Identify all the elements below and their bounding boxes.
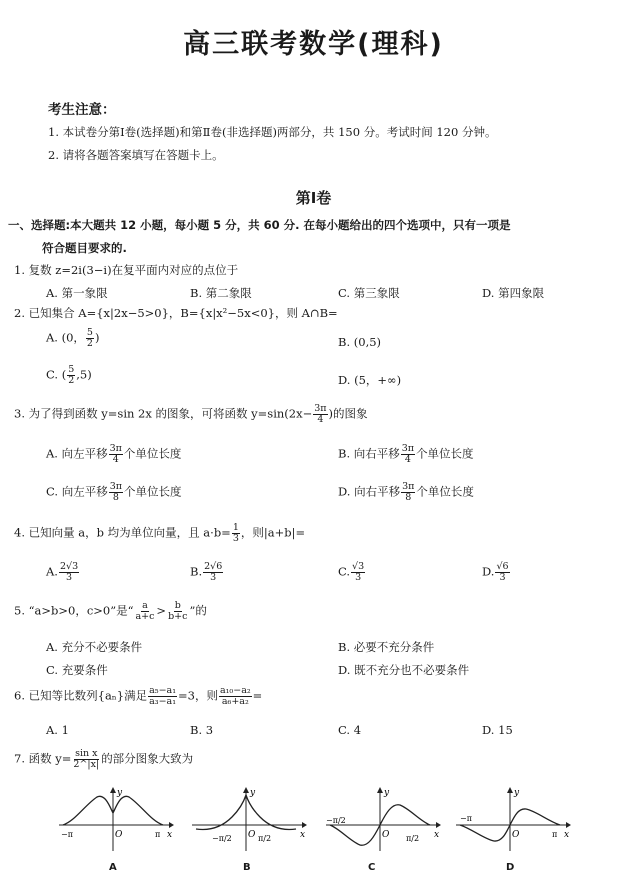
q6-option-b: B. 3 [190, 723, 214, 737]
q7c-neg-half-pi: −π/2 [326, 816, 346, 825]
q7a-origin: O [115, 830, 123, 840]
q7d-origin: O [512, 830, 520, 840]
q7b-x-label: x [300, 830, 306, 840]
q7b-neg-half-pi: −π/2 [212, 834, 232, 843]
q7-graph-a-label: A [109, 862, 117, 873]
q7d-pi: π [552, 830, 558, 839]
notice-line-1: 1. 本试卷分第Ⅰ卷(选择题)和第Ⅱ卷(非选择题)两部分，共 150 分。考试时间 120 分钟。 [48, 125, 497, 139]
section-title: 第Ⅰ卷 [295, 189, 332, 207]
q1-option-a: A. 第一象限 [46, 286, 108, 300]
q6-option-a: A. 1 [46, 723, 69, 737]
q7c-origin: O [382, 830, 390, 840]
q7-graph-d-label: D [506, 862, 515, 873]
q3-option-a: A. 向左平移 $\frac{3\pi}{4}$ 个单位长度 [46, 443, 182, 465]
notice-heading: 考生注意： [48, 102, 116, 118]
instructions-line-2: 符合题目要求的. [42, 241, 127, 255]
q3-stem: 3. 为了得到函数 y=sin 2x 的图象，可将函数 y=sin(2x− $\frac{3\pi}{4}$ )的图象 [14, 403, 368, 425]
q1-stem: 1. 复数 z=2i(3−i)在复平面内对应的点位于 [14, 263, 239, 277]
q4-stem: 4. 已知向量 a，b 均为单位向量，且 a·b= $\frac{1}{3}$ ，则|a+b|= [14, 522, 306, 544]
q5-option-c: C. 充要条件 [46, 663, 108, 677]
notice-line-2: 2. 请将各题答案填写在答题卡上。 [48, 148, 224, 162]
q7c-y-label: y [384, 788, 390, 798]
q7d-x-label: x [564, 830, 570, 840]
q7a-y-label: y [117, 788, 123, 798]
q7-stem: 7. 函数 y= $\frac{\text{sin x}}{2\^{}|x|}$ 的部分图象大致为 [14, 748, 194, 770]
q2-option-c: C. ( $\frac{5}{2}$ ,5) [46, 364, 92, 386]
q7-graph-d [452, 785, 572, 857]
q7c-x-label: x [434, 830, 440, 840]
q7b-half-pi: π/2 [258, 834, 272, 843]
q2-option-b: B. (0,5) [338, 335, 382, 349]
q6-option-c: C. 4 [338, 723, 362, 737]
q6-stem: 6. 已知等比数列{aₙ}满足 $\frac{\text{a₅−a₁}}{\text{a₃−a₁}}$ =3，则 $\frac{\text{a₁₀−a₂}}{\text{a₆+a₂}}$ = [14, 685, 263, 707]
q2-option-d: D. (5，+∞) [338, 373, 402, 387]
q7b-origin: O [248, 830, 256, 840]
page-title: 高三联考数学(理科) [183, 29, 444, 60]
q1-option-c: C. 第三象限 [338, 286, 400, 300]
q5-stem: 5. “a>b>0，c>0”是“ $\frac{a}{a+c}$ > $\frac{b}{b+c}$ ”的 [14, 600, 207, 622]
q7-graph-c-label: C [368, 862, 376, 873]
q4-option-a: A. $\frac{2√3}{3}$ [46, 561, 79, 583]
q7d-y-label: y [514, 788, 520, 798]
q7d-neg-pi: −π [460, 814, 472, 823]
q5-option-d: D. 既不充分也不必要条件 [338, 663, 470, 677]
q4-option-d: D. $\frac{√6}{3}$ [482, 561, 509, 583]
q7-graph-a [55, 785, 175, 857]
instructions-line-1: 一、选择题:本大题共 12 小题，每小题 5 分，共 60 分. 在每小题给出的四个选项中，只有一项是 [8, 218, 511, 232]
q3-option-b: B. 向右平移 $\frac{3\pi}{4}$ 个单位长度 [338, 443, 474, 465]
q3-option-c: C. 向左平移 $\frac{3\pi}{8}$ 个单位长度 [46, 481, 182, 503]
q7-graph-b-label: B [243, 862, 251, 873]
q4-option-c: C. $\frac{√3}{3}$ [338, 561, 365, 583]
q3-option-d: D. 向右平移 $\frac{3\pi}{8}$ 个单位长度 [338, 481, 474, 503]
q7a-neg-pi: −π [61, 830, 73, 839]
q6-option-d: D. 15 [482, 723, 513, 737]
q7c-half-pi: π/2 [406, 834, 420, 843]
q7a-pi: π [155, 830, 161, 839]
q4-option-b: B. $\frac{2√6}{3}$ [190, 561, 223, 583]
q2-stem: 2. 已知集合 A={x|2x−5>0}，B={x|x²−5x<0}，则 A∩B= [14, 306, 338, 320]
q5-option-a: A. 充分不必要条件 [46, 640, 143, 654]
q7-graph-c [322, 785, 442, 857]
q1-option-b: B. 第二象限 [190, 286, 252, 300]
q7-graph-b [188, 785, 308, 857]
q5-option-b: B. 必要不充分条件 [338, 640, 435, 654]
q7b-y-label: y [250, 788, 256, 798]
q7a-x-label: x [167, 830, 173, 840]
q2-option-a: A. (0， $\frac{5}{2}$ ) [46, 327, 100, 349]
q1-option-d: D. 第四象限 [482, 286, 545, 300]
